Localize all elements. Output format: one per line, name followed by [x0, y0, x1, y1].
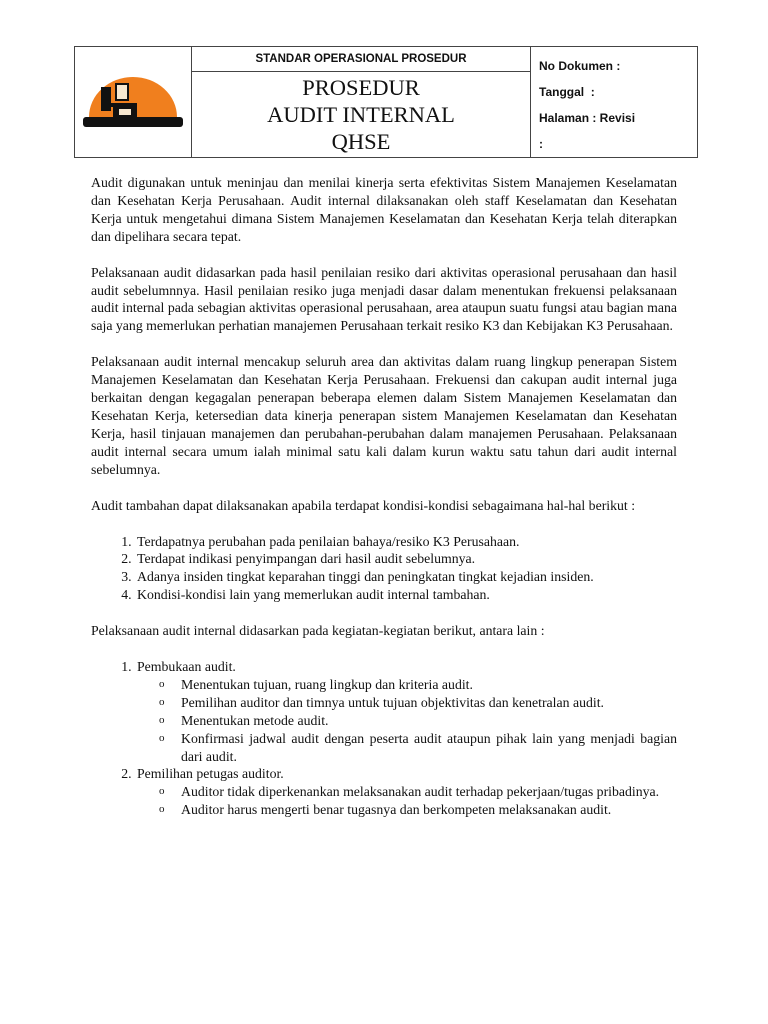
list-item — [159, 712, 677, 730]
list-item: 1. Terdapatnya perubahan pada penilaian bahaya/resiko K3 Perusahaan. — [135, 533, 677, 551]
subitem-text: Menentukan metode audit. — [181, 712, 329, 728]
list-item — [159, 694, 677, 712]
subitem-text: Menentukan tujuan, ruang lingkup dan kriteria audit. — [181, 676, 473, 692]
document-header — [74, 46, 698, 158]
list-item: 2. Terdapat indikasi penyimpangan dari hasil audit sebelumnya. — [135, 550, 677, 568]
paragraph-intro: Audit digunakan untuk meninjau dan menilai kinerja serta efektivitas Sistem Manajemen Keselamatan dan Kesehatan Kerja Perusahaan. Audit internal dilaksanakan oleh staff Keselamatan dan Kesehatan Kerja untuk mengetahui dimana Sistem Manajemen Keselamatan dan Kesehatan Kerja telah diterapkan dan dipelihara secara tepat. — [91, 175, 677, 244]
doc-number-label: No Dokumen : — [539, 59, 621, 73]
list-item — [159, 783, 677, 801]
meta-cell — [531, 47, 698, 158]
list-item — [159, 801, 677, 819]
document-title — [192, 72, 530, 155]
list-item — [159, 730, 677, 766]
list-item: 3. Adanya insiden tingkat keparahan tinggi dan peningkatan tingkat kejadian insiden. — [135, 568, 677, 586]
circle-bullet-icon: o — [159, 713, 165, 726]
subitem-text: Konfirmasi jadwal audit dengan peserta audit ataupun pihak lain yang menjadi bagian dari audit. — [181, 730, 677, 764]
activities-list — [91, 658, 677, 819]
list-item — [159, 676, 677, 694]
subitem-text: Auditor harus mengerti benar tugasnya dan berkompeten melaksanakan audit. — [181, 802, 612, 818]
circle-bullet-icon: o — [159, 803, 165, 816]
circle-bullet-icon: o — [159, 677, 165, 690]
activity-item — [135, 658, 677, 765]
activity-title: Pembukaan audit. — [137, 659, 236, 675]
circle-bullet-icon: o — [159, 731, 165, 744]
activity-subitems — [137, 783, 677, 819]
paragraph-additional-audit: Audit tambahan dapat dilaksanakan apabila terdapat kondisi-kondisi sebagaimana hal-hal berikut : — [91, 497, 636, 513]
list-item: 4. Kondisi-kondisi lain yang memerlukan audit internal tambahan. — [135, 586, 677, 604]
page-revision-label: Halaman : Revisi — [539, 111, 636, 125]
subitem-text: Auditor tidak diperkenankan melaksanakan audit terhadap pekerjaan/tugas pribadinya. — [181, 784, 660, 800]
paragraph-activities-intro: Pelaksanaan audit internal didasarkan pada kegiatan-kegiatan berikut, antara lain : — [91, 623, 545, 639]
circle-bullet-icon: o — [159, 785, 165, 798]
paragraph-scope: Pelaksanaan audit internal mencakup seluruh area dan aktivitas dalam ruang lingkup penerapan Sistem Manajemen Keselamatan dan Kesehatan Kerja Perusahaan. Frekuensi dan cakupan audit internal juga berkaitan dengan kegagalan penerapan beberapa elemen dalam Sistem Manajemen Keselamatan dan Kesehatan Kerja, ketersedian data kinerja penerapan sistem Manajemen Keselamatan dan Kesehatan Kerja, hasil tinjauan manajemen dan perubahan-perubahan dalam manajemen Perusahaan. Pelaksanaan audit internal secara umum ialah minimal satu kali dalam kurun waktu satu tahun dari audit internal sebelumnya. — [91, 354, 677, 477]
title-line-1: PROSEDUR — [302, 75, 420, 100]
date-label: Tanggal : — [539, 85, 595, 99]
activity-title: Pemilihan petugas auditor. — [137, 766, 284, 782]
paragraph-basis: Pelaksanaan audit didasarkan pada hasil penilaian resiko dari aktivitas operasional perusahaan dan hasil audit sebelumnnya. Hasil penilaian resiko juga menjadi dasar dalam menentukan frekuensi pelaksanaan audit internal pada sebagian aktivitas operasional perusahaan, area ataupun suatu fungsi atau bagian mana saja yang memerlukan perhatian manajemen Perusahaan terkait resiko K3 dan Kebijakan K3 Perusahaan. — [91, 264, 677, 334]
circle-bullet-icon: o — [159, 695, 165, 708]
conditions-list — [91, 533, 677, 605]
title-line-3: QHSE — [331, 129, 391, 154]
title-line-2: AUDIT INTERNAL — [267, 102, 455, 127]
page-revision-value: : — [539, 137, 543, 151]
standard-label: STANDAR OPERASIONAL PROSEDUR — [192, 47, 530, 72]
activity-item — [135, 765, 677, 819]
subitem-text: Pemilihan auditor dan timnya untuk tujuan objektivitas dan kenetralan audit. — [181, 694, 605, 710]
company-logo-icon — [83, 73, 183, 133]
title-cell — [192, 47, 531, 158]
document-body — [91, 174, 677, 819]
logo-cell — [75, 47, 192, 158]
activity-subitems — [137, 676, 677, 766]
